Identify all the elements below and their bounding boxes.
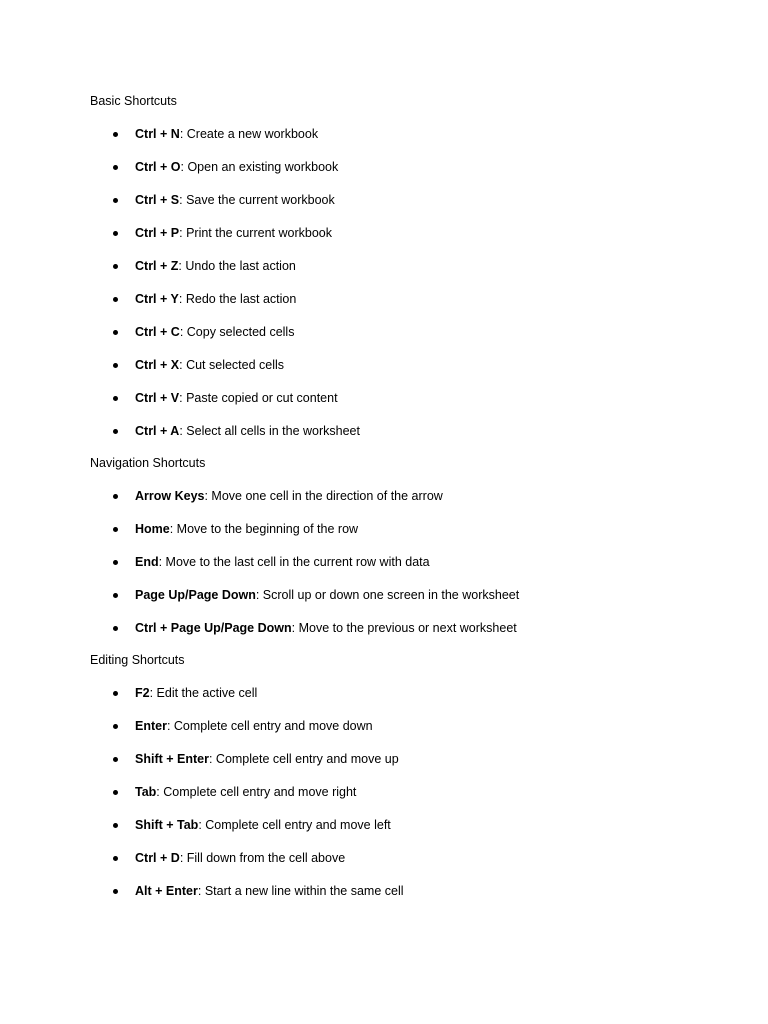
shortcut-description: : Fill down from the cell above bbox=[179, 851, 346, 865]
shortcut-list bbox=[90, 126, 730, 439]
list-item bbox=[90, 784, 730, 800]
list-item bbox=[90, 850, 730, 866]
shortcut-description: : Start a new line within the same cell bbox=[197, 884, 404, 898]
shortcut-key: Enter bbox=[135, 719, 167, 733]
section-editing-shortcuts bbox=[90, 652, 730, 899]
list-item bbox=[90, 488, 730, 504]
bullet-icon bbox=[113, 165, 118, 170]
shortcut-description: : Print the current workbook bbox=[179, 226, 332, 240]
shortcut-key: End bbox=[135, 555, 159, 569]
shortcut-description: : Edit the active cell bbox=[149, 686, 258, 700]
section-heading: Basic Shortcuts bbox=[90, 94, 177, 108]
list-item bbox=[90, 521, 730, 537]
section-heading: Editing Shortcuts bbox=[90, 653, 185, 667]
shortcut-description: : Complete cell entry and move right bbox=[156, 785, 357, 799]
bullet-icon bbox=[113, 560, 118, 565]
list-item bbox=[90, 554, 730, 570]
shortcut-key: Ctrl + S bbox=[135, 193, 180, 207]
shortcut-description: : Save the current workbook bbox=[179, 193, 335, 207]
shortcut-key: Ctrl + Z bbox=[135, 259, 179, 273]
bullet-icon bbox=[113, 231, 118, 236]
bullet-icon bbox=[113, 889, 118, 894]
shortcut-description: : Redo the last action bbox=[178, 292, 297, 306]
list-item bbox=[90, 291, 730, 307]
shortcut-description: : Complete cell entry and move left bbox=[198, 818, 391, 832]
shortcut-key: Ctrl + D bbox=[135, 851, 180, 865]
shortcut-key: Home bbox=[135, 522, 170, 536]
section-basic-shortcuts bbox=[90, 93, 730, 439]
list-item bbox=[90, 587, 730, 603]
shortcut-key: Ctrl + X bbox=[135, 358, 180, 372]
list-item bbox=[90, 357, 730, 373]
list-item bbox=[90, 159, 730, 175]
bullet-icon bbox=[113, 396, 118, 401]
bullet-icon bbox=[113, 856, 118, 861]
bullet-icon bbox=[113, 691, 118, 696]
list-item bbox=[90, 620, 730, 636]
bullet-icon bbox=[113, 330, 118, 335]
bullet-icon bbox=[113, 494, 118, 499]
section-heading: Navigation Shortcuts bbox=[90, 456, 206, 470]
shortcut-key: Ctrl + V bbox=[135, 391, 180, 405]
shortcut-key: Ctrl + A bbox=[135, 424, 180, 438]
shortcut-key: F2 bbox=[135, 686, 150, 700]
shortcut-key: Ctrl + P bbox=[135, 226, 180, 240]
section-navigation-shortcuts bbox=[90, 455, 730, 636]
list-item bbox=[90, 225, 730, 241]
shortcut-key: Ctrl + C bbox=[135, 325, 180, 339]
bullet-icon bbox=[113, 757, 118, 762]
bullet-icon bbox=[113, 823, 118, 828]
list-item bbox=[90, 685, 730, 701]
bullet-icon bbox=[113, 626, 118, 631]
shortcut-key: Tab bbox=[135, 785, 157, 799]
shortcut-description: : Create a new workbook bbox=[179, 127, 319, 141]
list-item bbox=[90, 192, 730, 208]
bullet-icon bbox=[113, 429, 118, 434]
shortcut-key: Ctrl + O bbox=[135, 160, 181, 174]
bullet-icon bbox=[113, 790, 118, 795]
list-item bbox=[90, 883, 730, 899]
bullet-icon bbox=[113, 527, 118, 532]
shortcut-key: Arrow Keys bbox=[135, 489, 205, 503]
list-item bbox=[90, 126, 730, 142]
shortcut-key: Shift + Enter bbox=[135, 752, 209, 766]
shortcut-description: : Scroll up or down one screen in the worksheet bbox=[255, 588, 520, 602]
shortcut-key: Ctrl + N bbox=[135, 127, 180, 141]
shortcut-description: : Move to the beginning of the row bbox=[169, 522, 359, 536]
bullet-icon bbox=[113, 264, 118, 269]
list-item bbox=[90, 718, 730, 734]
shortcut-description: : Copy selected cells bbox=[179, 325, 295, 339]
bullet-icon bbox=[113, 297, 118, 302]
shortcut-description: : Move to the previous or next worksheet bbox=[291, 621, 517, 635]
list-item bbox=[90, 390, 730, 406]
shortcut-description: : Select all cells in the worksheet bbox=[179, 424, 360, 438]
bullet-icon bbox=[113, 132, 118, 137]
shortcut-description: : Cut selected cells bbox=[179, 358, 285, 372]
shortcut-description: : Open an existing workbook bbox=[180, 160, 339, 174]
shortcut-key: Alt + Enter bbox=[135, 884, 198, 898]
shortcut-key: Ctrl + Y bbox=[135, 292, 179, 306]
shortcut-description: : Move to the last cell in the current row with data bbox=[158, 555, 430, 569]
shortcut-list bbox=[90, 685, 730, 899]
list-item bbox=[90, 817, 730, 833]
list-item bbox=[90, 423, 730, 439]
shortcut-description: : Undo the last action bbox=[178, 259, 296, 273]
list-item bbox=[90, 751, 730, 767]
bullet-icon bbox=[113, 198, 118, 203]
bullet-icon bbox=[113, 363, 118, 368]
shortcut-description: : Complete cell entry and move down bbox=[166, 719, 373, 733]
shortcut-list bbox=[90, 488, 730, 636]
list-item bbox=[90, 258, 730, 274]
bullet-icon bbox=[113, 724, 118, 729]
shortcut-description: : Complete cell entry and move up bbox=[208, 752, 399, 766]
bullet-icon bbox=[113, 593, 118, 598]
shortcut-description: : Paste copied or cut content bbox=[179, 391, 338, 405]
shortcut-key: Page Up/Page Down bbox=[135, 588, 256, 602]
shortcut-key: Shift + Tab bbox=[135, 818, 199, 832]
shortcut-description: : Move one cell in the direction of the arrow bbox=[204, 489, 443, 503]
list-item bbox=[90, 324, 730, 340]
shortcut-key: Ctrl + Page Up/Page Down bbox=[135, 621, 292, 635]
